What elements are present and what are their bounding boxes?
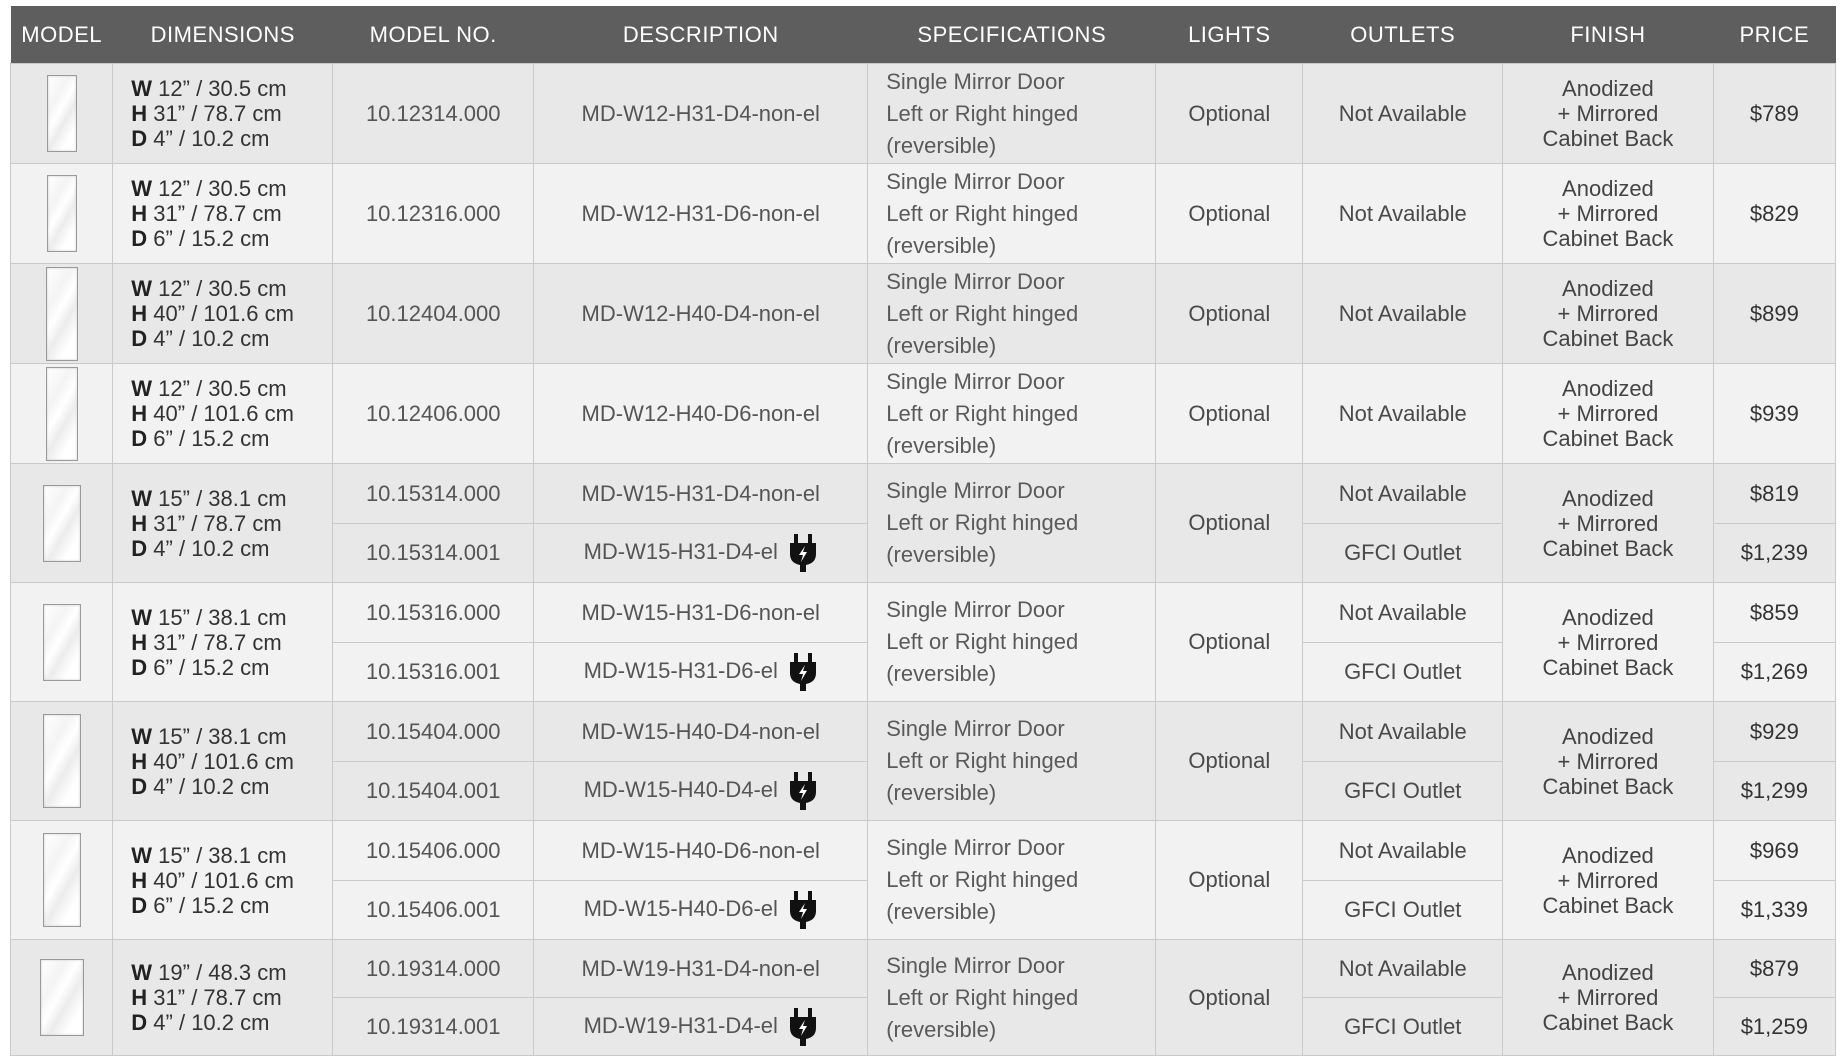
- model-no-cell: 10.12314.000: [333, 64, 534, 164]
- table-row: [11, 940, 1836, 998]
- electrical-plug-icon: [788, 1008, 818, 1046]
- price-cell: $1,259: [1713, 998, 1835, 1056]
- table-row: [11, 64, 1836, 164]
- mirror-door-thumbnail-icon: [43, 604, 81, 681]
- header-outlets: OUTLETS: [1303, 6, 1503, 64]
- header-row: [11, 6, 1836, 64]
- table-row: [11, 702, 1836, 762]
- table-row: [11, 264, 1836, 364]
- dim-width: W 12” / 30.5 cm: [131, 76, 287, 101]
- electrical-plug-icon: [788, 772, 818, 810]
- dim-depth: D 4” / 10.2 cm: [131, 773, 270, 799]
- finish-cell: Anodized + Mirrored Cabinet Back: [1503, 264, 1713, 364]
- dimensions-cell: [113, 264, 333, 364]
- price-cell: $939: [1713, 364, 1835, 464]
- header-finish: FINISH: [1503, 6, 1713, 64]
- dim-width: W 15” / 38.1 cm: [131, 485, 287, 511]
- description-cell: MD-W12-H31-D6-non-el: [534, 164, 868, 264]
- dim-depth: D 6” / 15.2 cm: [131, 226, 270, 251]
- dim-height: H 31” / 78.7 cm: [131, 201, 282, 226]
- model-no-cell: 10.15406.000: [333, 821, 534, 881]
- specifications-cell: Single Mirror Door Left or Right hinged (reversible): [868, 264, 1156, 364]
- dim-width: W 19” / 48.3 cm: [131, 960, 287, 985]
- description-cell: MD-W12-H40-D6-non-el: [534, 364, 868, 464]
- dim-width: W 15” / 38.1 cm: [131, 842, 287, 868]
- dimensions-cell: [113, 702, 333, 821]
- dim-height: H 31” / 78.7 cm: [131, 510, 282, 536]
- model-no-cell: 10.15404.001: [333, 762, 534, 821]
- dimensions-cell: [113, 821, 333, 940]
- outlets-cell: Not Available: [1303, 364, 1503, 464]
- header-specifications: SPECIFICATIONS: [868, 6, 1156, 64]
- specifications-cell: Single Mirror Door Left or Right hinged (reversible): [868, 164, 1156, 264]
- model-no-cell: 10.19314.001: [333, 998, 534, 1056]
- header-price: PRICE: [1713, 6, 1835, 64]
- price-cell: $899: [1713, 264, 1835, 364]
- dim-height: H 31” / 78.7 cm: [131, 629, 282, 655]
- dim-width: W 15” / 38.1 cm: [131, 723, 287, 749]
- specifications-cell: Single Mirror Door Left or Right hinged (reversible): [868, 702, 1156, 821]
- specifications-cell: Single Mirror Door Left or Right hinged (reversible): [868, 64, 1156, 164]
- dimensions-cell: [113, 164, 333, 264]
- outlets-cell: GFCI Outlet: [1303, 998, 1503, 1056]
- description-cell: MD-W19-H31-D4-el: [534, 998, 868, 1056]
- dim-height: H 40” / 101.6 cm: [131, 301, 294, 326]
- dim-height: H 40” / 101.6 cm: [131, 867, 294, 893]
- dim-width: W 12” / 30.5 cm: [131, 176, 287, 201]
- description-cell: MD-W15-H31-D4-el: [534, 524, 868, 583]
- price-cell: $789: [1713, 64, 1835, 164]
- dim-width: W 15” / 38.1 cm: [131, 604, 287, 630]
- finish-cell: Anodized + Mirrored Cabinet Back: [1503, 940, 1713, 1056]
- table-row: [11, 464, 1836, 524]
- finish-cell: Anodized + Mirrored Cabinet Back: [1503, 583, 1713, 702]
- description-cell: MD-W15-H31-D4-non-el: [534, 464, 868, 524]
- dimensions-cell: [113, 464, 333, 583]
- table-row: [11, 364, 1836, 464]
- price-cell: $1,299: [1713, 762, 1835, 821]
- dim-depth: D 4” / 10.2 cm: [131, 535, 270, 561]
- model-thumb-cell: [11, 821, 113, 940]
- price-cell: $1,339: [1713, 881, 1835, 940]
- dimensions-cell: [113, 364, 333, 464]
- finish-cell: Anodized + Mirrored Cabinet Back: [1503, 821, 1713, 940]
- specifications-cell: Single Mirror Door Left or Right hinged (reversible): [868, 583, 1156, 702]
- outlets-cell: GFCI Outlet: [1303, 762, 1503, 821]
- mirror-door-thumbnail-icon: [43, 714, 81, 808]
- dim-height: H 31” / 78.7 cm: [131, 985, 282, 1010]
- model-no-cell: 10.12404.000: [333, 264, 534, 364]
- mirror-door-thumbnail-icon: [40, 959, 84, 1036]
- description-cell: MD-W12-H40-D4-non-el: [534, 264, 868, 364]
- model-thumb-cell: [11, 702, 113, 821]
- outlets-cell: Not Available: [1303, 64, 1503, 164]
- lights-cell: Optional: [1156, 940, 1303, 1056]
- specifications-cell: Single Mirror Door Left or Right hinged (reversible): [868, 940, 1156, 1056]
- model-no-cell: 10.15314.000: [333, 464, 534, 524]
- description-cell: MD-W15-H40-D4-non-el: [534, 702, 868, 762]
- finish-cell: Anodized + Mirrored Cabinet Back: [1503, 364, 1713, 464]
- dim-depth: D 4” / 10.2 cm: [131, 126, 270, 151]
- model-thumb-cell: [11, 464, 113, 583]
- dim-depth: D 6” / 15.2 cm: [131, 426, 270, 451]
- outlets-cell: Not Available: [1303, 464, 1503, 524]
- price-list: [10, 6, 1836, 1056]
- outlets-cell: Not Available: [1303, 702, 1503, 762]
- dimensions-cell: [113, 940, 333, 1056]
- header-model: MODEL: [11, 6, 113, 64]
- electrical-plug-icon: [788, 653, 818, 691]
- table-row: [11, 821, 1836, 881]
- price-cell: $879: [1713, 940, 1835, 998]
- model-thumb-cell: [11, 940, 113, 1056]
- model-no-cell: 10.15406.001: [333, 881, 534, 940]
- dim-height: H 31” / 78.7 cm: [131, 101, 282, 126]
- description-cell: MD-W19-H31-D4-non-el: [534, 940, 868, 998]
- specifications-cell: Single Mirror Door Left or Right hinged (reversible): [868, 821, 1156, 940]
- lights-cell: Optional: [1156, 164, 1303, 264]
- specifications-cell: Single Mirror Door Left or Right hinged (reversible): [868, 364, 1156, 464]
- model-no-cell: 10.12406.000: [333, 364, 534, 464]
- header-lights: LIGHTS: [1156, 6, 1303, 64]
- lights-cell: Optional: [1156, 64, 1303, 164]
- price-cell: $969: [1713, 821, 1835, 881]
- lights-cell: Optional: [1156, 821, 1303, 940]
- mirror-door-thumbnail-icon: [43, 833, 81, 927]
- outlets-cell: Not Available: [1303, 164, 1503, 264]
- model-no-cell: 10.15314.001: [333, 524, 534, 583]
- model-thumb-cell: [11, 164, 113, 264]
- outlets-cell: Not Available: [1303, 940, 1503, 998]
- outlets-cell: Not Available: [1303, 821, 1503, 881]
- header-description: DESCRIPTION: [534, 6, 868, 64]
- description-cell: MD-W15-H31-D6-non-el: [534, 583, 868, 643]
- dim-height: H 40” / 101.6 cm: [131, 401, 294, 426]
- mirror-door-thumbnail-icon: [46, 267, 78, 361]
- description-cell: MD-W15-H40-D4-el: [534, 762, 868, 821]
- outlets-cell: GFCI Outlet: [1303, 881, 1503, 940]
- description-cell: MD-W15-H40-D6-el: [534, 881, 868, 940]
- dimensions-cell: [113, 64, 333, 164]
- mirror-door-thumbnail-icon: [47, 175, 77, 252]
- price-cell: $929: [1713, 702, 1835, 762]
- description-cell: MD-W15-H31-D6-el: [534, 643, 868, 702]
- model-no-cell: 10.15316.001: [333, 643, 534, 702]
- lights-cell: Optional: [1156, 583, 1303, 702]
- model-no-cell: 10.15316.000: [333, 583, 534, 643]
- electrical-plug-icon: [788, 891, 818, 929]
- dim-depth: D 6” / 15.2 cm: [131, 892, 270, 918]
- mirror-door-thumbnail-icon: [47, 75, 77, 152]
- outlets-cell: Not Available: [1303, 264, 1503, 364]
- dim-depth: D 4” / 10.2 cm: [131, 1010, 270, 1035]
- table-row: [11, 164, 1836, 264]
- mirror-door-thumbnail-icon: [43, 485, 81, 562]
- dim-depth: D 6” / 15.2 cm: [131, 654, 270, 680]
- lights-cell: Optional: [1156, 464, 1303, 583]
- model-thumb-cell: [11, 364, 113, 464]
- model-no-cell: 10.12316.000: [333, 164, 534, 264]
- description-cell: MD-W15-H40-D6-non-el: [534, 821, 868, 881]
- table-body: [11, 64, 1836, 1056]
- dim-depth: D 4” / 10.2 cm: [131, 326, 270, 351]
- lights-cell: Optional: [1156, 264, 1303, 364]
- outlets-cell: Not Available: [1303, 583, 1503, 643]
- price-cell: $819: [1713, 464, 1835, 524]
- finish-cell: Anodized + Mirrored Cabinet Back: [1503, 64, 1713, 164]
- specifications-cell: Single Mirror Door Left or Right hinged (reversible): [868, 464, 1156, 583]
- model-thumb-cell: [11, 583, 113, 702]
- model-thumb-cell: [11, 264, 113, 364]
- description-cell: MD-W12-H31-D4-non-el: [534, 64, 868, 164]
- model-no-cell: 10.19314.000: [333, 940, 534, 998]
- header-model-no: MODEL NO.: [333, 6, 534, 64]
- dim-width: W 12” / 30.5 cm: [131, 276, 287, 301]
- outlets-cell: GFCI Outlet: [1303, 643, 1503, 702]
- model-thumb-cell: [11, 64, 113, 164]
- dimensions-cell: [113, 583, 333, 702]
- dim-width: W 12” / 30.5 cm: [131, 376, 287, 401]
- mirror-door-thumbnail-icon: [46, 367, 78, 461]
- lights-cell: Optional: [1156, 702, 1303, 821]
- finish-cell: Anodized + Mirrored Cabinet Back: [1503, 702, 1713, 821]
- outlets-cell: GFCI Outlet: [1303, 524, 1503, 583]
- lights-cell: Optional: [1156, 364, 1303, 464]
- finish-cell: Anodized + Mirrored Cabinet Back: [1503, 464, 1713, 583]
- price-cell: $829: [1713, 164, 1835, 264]
- electrical-plug-icon: [788, 534, 818, 572]
- model-no-cell: 10.15404.000: [333, 702, 534, 762]
- price-cell: $1,269: [1713, 643, 1835, 702]
- dim-height: H 40” / 101.6 cm: [131, 748, 294, 774]
- product-table: [10, 6, 1836, 1056]
- table-row: [11, 583, 1836, 643]
- price-cell: $1,239: [1713, 524, 1835, 583]
- header-dimensions: DIMENSIONS: [113, 6, 333, 64]
- price-cell: $859: [1713, 583, 1835, 643]
- finish-cell: Anodized + Mirrored Cabinet Back: [1503, 164, 1713, 264]
